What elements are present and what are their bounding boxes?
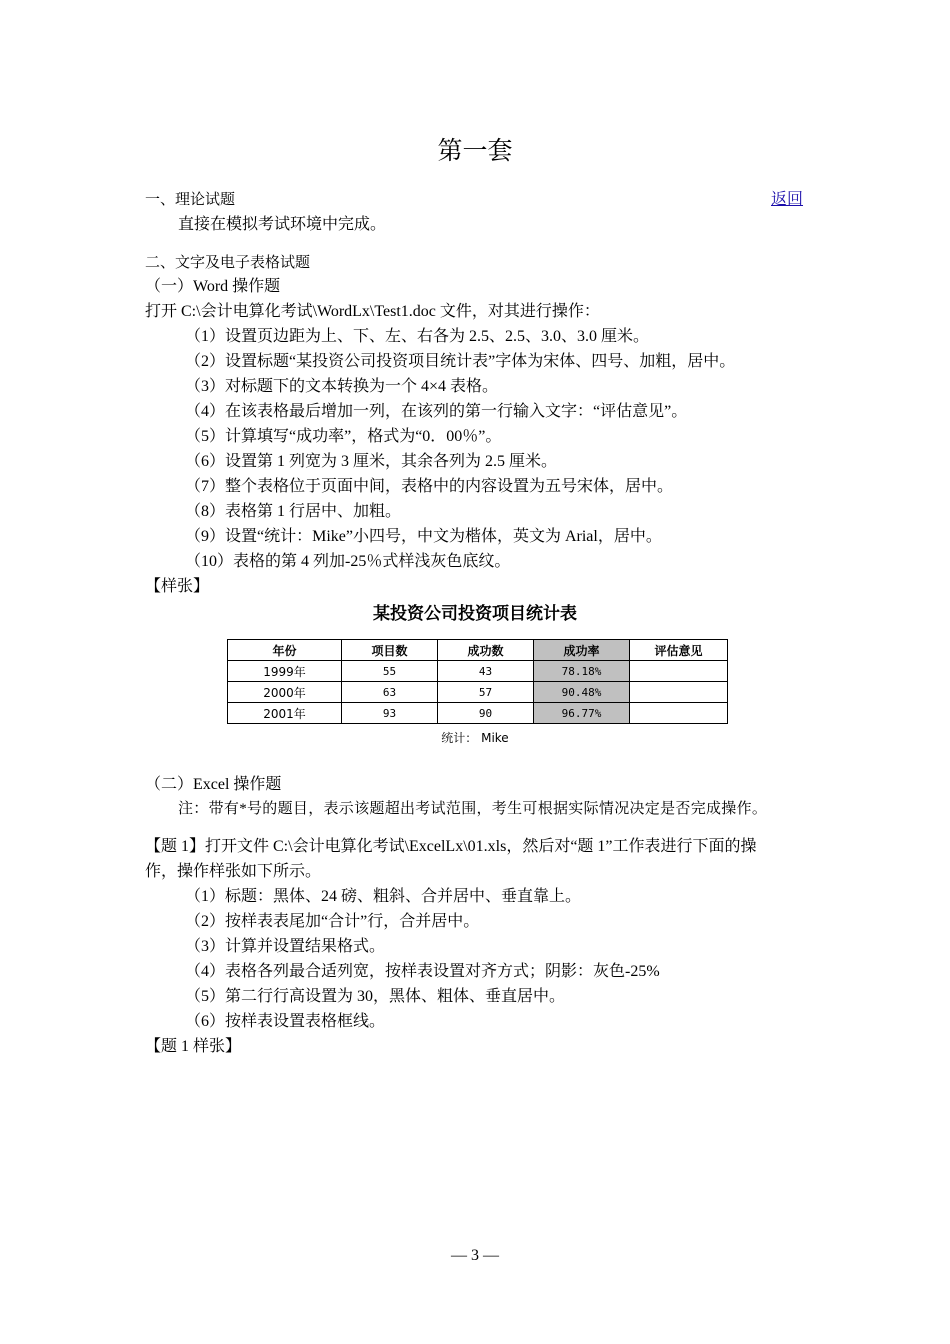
q1-step: （1）标题：黑体、24 磅、粗斜、合并居中、垂直靠上。 [185,888,582,905]
header-cell: 成功率 [534,640,630,661]
table-row [228,661,728,682]
table-cell: 93 [342,703,438,724]
sample-table [227,639,728,724]
table-cell: 90.48% [534,682,630,703]
table-row [228,703,728,724]
q1-step: （3）计算并设置结果格式。 [185,938,386,955]
table-cell: 57 [438,682,534,703]
section-theory-title: 一、理论试题 [145,190,236,208]
word-intro: 打开 C:\会计电算化考试\WordLx\Test1.doc 文件，对其进行操作： [145,303,600,320]
table-cell: 2001年 [228,703,342,724]
q1-step: （4）表格各列最合适列宽，按样表设置对齐方式；阴影：灰色-25% [185,963,660,980]
header-cell: 成功数 [438,640,534,661]
word-step: （5）计算填写“成功率”，格式为“0．00％”。 [185,428,502,445]
word-subtitle: （一）Word 操作题 [145,278,281,295]
table-cell: 96.77% [534,703,630,724]
scope-note: 注：带有*号的题目，表示该题超出考试范围，考生可根据实际情况决定是否完成操作。 [178,801,768,817]
table-cell: 63 [342,682,438,703]
table-cell [630,703,728,724]
table-header-row [228,640,728,661]
excel-subtitle: （二）Excel 操作题 [145,776,282,793]
q1-sample-label: 【题 1 样张】 [145,1038,242,1055]
q1-step: （2）按样表表尾加“合计”行，合并居中。 [185,913,480,930]
header-cell: 年份 [228,640,342,661]
word-step: （3）对标题下的文本转换为一个 4×4 表格。 [185,378,499,395]
q1-step: （5）第二行行高设置为 30，黑体、粗体、垂直居中。 [185,988,566,1005]
word-step: （10）表格的第 4 列加-25％式样浅灰色底纹。 [185,553,511,570]
word-step: （2）设置标题“某投资公司投资项目统计表”字体为宋体、四号、加粗，居中。 [185,353,736,370]
word-step: （4）在该表格最后增加一列，在该列的第一行输入文字：“评估意见”。 [185,403,688,420]
word-step: （6）设置第 1 列宽为 3 厘米，其余各列为 2.5 厘米。 [185,453,558,470]
table-cell [630,661,728,682]
q1-instruction: 【题 1】打开文件 C:\会计电算化考试\ExcelLx\01.xls，然后对“题 1”工作表进行下面的操 [145,838,757,855]
sample-label: 【样张】 [145,578,210,595]
word-step: （9）设置“统计：Mike”小四号，中文为楷体，英文为 Arial，居中。 [185,528,662,545]
page-number: — 3 — [451,1247,499,1264]
header-cell: 评估意见 [630,640,728,661]
header-cell: 项目数 [342,640,438,661]
q1-step: （6）按样表设置表格框线。 [185,1013,386,1030]
section-practice-title: 二、文字及电子表格试题 [145,253,311,271]
table-row [228,682,728,703]
back-link[interactable]: 返回 [771,191,804,208]
page-title: 第一套 [437,136,513,165]
word-step: （1）设置页边距为上、下、左、右各为 2.5、2.5、3.0、3.0 厘米。 [185,328,650,345]
sample-table-title: 某投资公司投资项目统计表 [373,604,577,624]
table-cell: 1999年 [228,661,342,682]
theory-body: 直接在模拟考试环境中完成。 [178,216,387,233]
table-cell: 2000年 [228,682,342,703]
table-cell: 90 [438,703,534,724]
q1-instruction-cont: 作，操作样张如下所示。 [145,863,322,880]
word-step: （7）整个表格位于页面中间，表格中的内容设置为五号宋体，居中。 [185,478,674,495]
table-cell [630,682,728,703]
table-cell: 55 [342,661,438,682]
table-cell: 43 [438,661,534,682]
sample-caption: 统计： Mike [441,731,509,745]
table-cell: 78.18% [534,661,630,682]
word-step: （8）表格第 1 行居中、加粗。 [185,503,402,520]
